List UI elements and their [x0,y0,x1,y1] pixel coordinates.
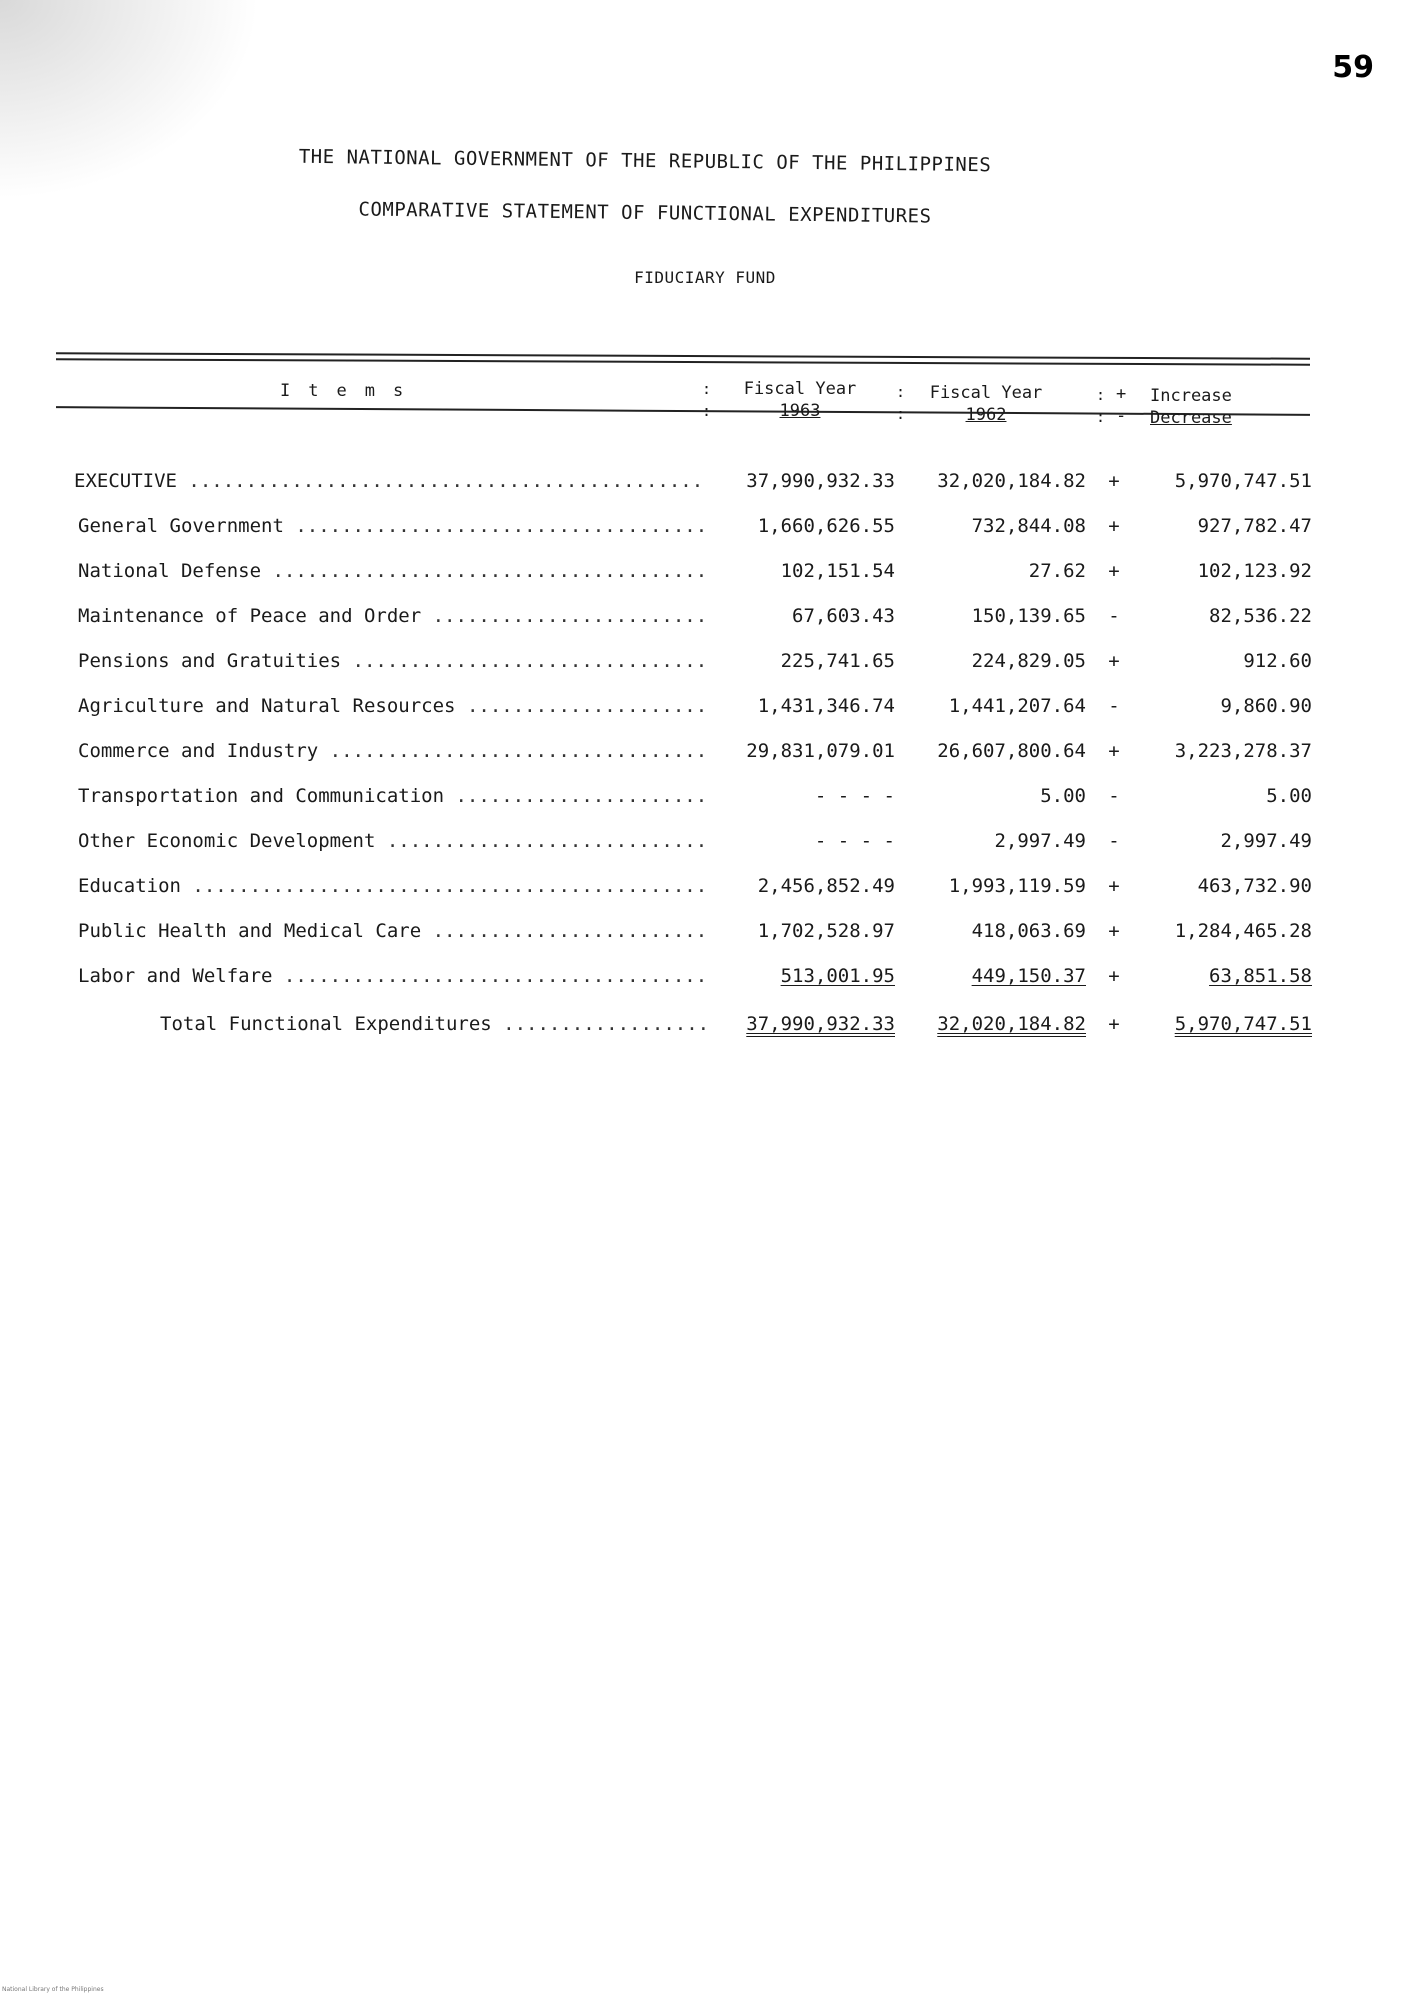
value-fy1962: 732,844.08 [971,515,1086,537]
table-row [0,875,1410,915]
title-line-1: THE NATIONAL GOVERNMENT OF THE REPUBLIC OF THE PHILIPPINES [298,145,992,177]
header-increase-decrease [1150,385,1232,429]
table-row [0,785,1410,825]
row-label: Pensions and Gratuities ..... [78,650,710,672]
fund-title: FIDUCIARY FUND [634,268,776,287]
table-row [0,830,1410,870]
value-sign: + [1108,740,1120,762]
value-sign: + [1108,560,1120,582]
value-difference: 5.00 [1266,785,1312,807]
header-fy-label: Fiscal Year [743,379,857,399]
row-label: Commerce and Industry ..... [78,740,710,762]
value-difference: 1,284,465.28 [1174,920,1312,942]
table-row [0,470,1410,510]
value-difference: 9,860.90 [1220,695,1312,717]
row-label: Transportation and Communication ..... [78,785,710,807]
header-fiscal-year-1962 [916,382,1056,426]
value-difference: 912.60 [1243,650,1312,672]
value-sign: - [1108,830,1120,852]
table-row [0,560,1410,600]
value-fy1962: 32,020,184.82 [937,470,1086,492]
value-fy1963: - - - - [814,830,895,852]
value-sign: - [1108,605,1120,627]
value-difference: 463,732.90 [1197,875,1312,897]
value-fy1963: 1,660,626.55 [757,515,895,537]
header-decrease: Decrease [1150,408,1232,428]
header-separator: : [702,380,712,398]
header-rule-top-second [56,358,1310,365]
value-fy1962: 418,063.69 [971,920,1086,942]
row-label: Labor and Welfare ..... [78,965,710,987]
value-sign: + [1108,650,1120,672]
footer-note: National Library of the Philippines [2,1986,104,1993]
header-minus: - [1116,406,1127,426]
value-difference: 2,997.49 [1220,830,1312,852]
header-fiscal-year-1963 [730,378,870,422]
value-sign: + [1108,470,1120,492]
header-separator: : [896,405,906,423]
row-label: Education ..... [78,875,710,897]
value-fy1963: 1,431,346.74 [757,695,895,717]
value-fy1963: 29,831,079.01 [746,740,895,762]
value-sign: + [1108,875,1120,897]
header-plus: + [1116,384,1127,404]
table-row [0,740,1410,780]
value-fy1962: 449,150.37 [971,965,1086,987]
total-label: Total Functional Expenditures ..... [160,1013,706,1035]
row-label: National Defense ..... [78,560,710,582]
value-fy1962: 150,139.65 [971,605,1086,627]
total-sign: + [1108,1013,1120,1035]
header-separator: : [1096,408,1106,426]
value-fy1963: 67,603.43 [792,605,895,627]
header-separator: : [896,383,906,401]
value-fy1963: 37,990,932.33 [746,470,895,492]
table-row [0,515,1410,555]
value-fy1962: 27.62 [1028,560,1086,582]
value-fy1963: 225,741.65 [780,650,895,672]
value-fy1963: 1,702,528.97 [757,920,895,942]
header-separator: : [702,402,712,420]
value-difference: 102,123.92 [1197,560,1312,582]
table-row [0,695,1410,735]
value-fy1962: 5.00 [1040,785,1086,807]
row-label: Public Health and Medical Care ..... [78,920,710,942]
scan-shadow [0,0,260,200]
total-fy1962: 32,020,184.82 [937,1013,1086,1035]
row-label: Other Economic Development ..... [78,830,710,852]
value-fy1963: 513,001.95 [780,965,895,987]
table-row [0,920,1410,960]
value-sign: + [1108,965,1120,987]
header-items: Items [280,381,422,401]
header-separator: : [1096,386,1106,404]
table-row [0,605,1410,645]
header-fy-label: Fiscal Year [929,383,1043,403]
value-difference: 927,782.47 [1197,515,1312,537]
value-fy1963: 102,151.54 [780,560,895,582]
row-label: Agriculture and Natural Resources ..... [78,695,710,717]
header-fy-year: 1963 [779,401,821,421]
value-sign: - [1108,695,1120,717]
page-number: 59 [1332,50,1374,85]
row-label: EXECUTIVE ..... [74,470,706,492]
table-row [0,965,1410,1005]
value-difference: 5,970,747.51 [1174,470,1312,492]
value-sign: + [1108,920,1120,942]
title-line-2: COMPARATIVE STATEMENT OF FUNCTIONAL EXPENDITURES [358,198,932,228]
header-increase: Increase [1150,386,1232,406]
value-fy1962: 26,607,800.64 [937,740,1086,762]
value-difference: 3,223,278.37 [1174,740,1312,762]
value-fy1962: 2,997.49 [994,830,1086,852]
value-difference: 63,851.58 [1209,965,1312,987]
row-label: General Government ..... [78,515,710,537]
value-fy1962: 1,993,119.59 [948,875,1086,897]
value-difference: 82,536.22 [1209,605,1312,627]
table-row [0,650,1410,690]
value-sign: - [1108,785,1120,807]
row-label: Maintenance of Peace and Order ..... [78,605,710,627]
value-sign: + [1108,515,1120,537]
value-fy1962: 1,441,207.64 [948,695,1086,717]
value-fy1962: 224,829.05 [971,650,1086,672]
total-row [0,1013,1410,1053]
total-difference: 5,970,747.51 [1174,1013,1312,1035]
value-fy1963: 2,456,852.49 [757,875,895,897]
total-fy1963: 37,990,932.33 [746,1013,895,1035]
header-fy-year: 1962 [965,405,1007,425]
value-fy1963: - - - - [814,785,895,807]
